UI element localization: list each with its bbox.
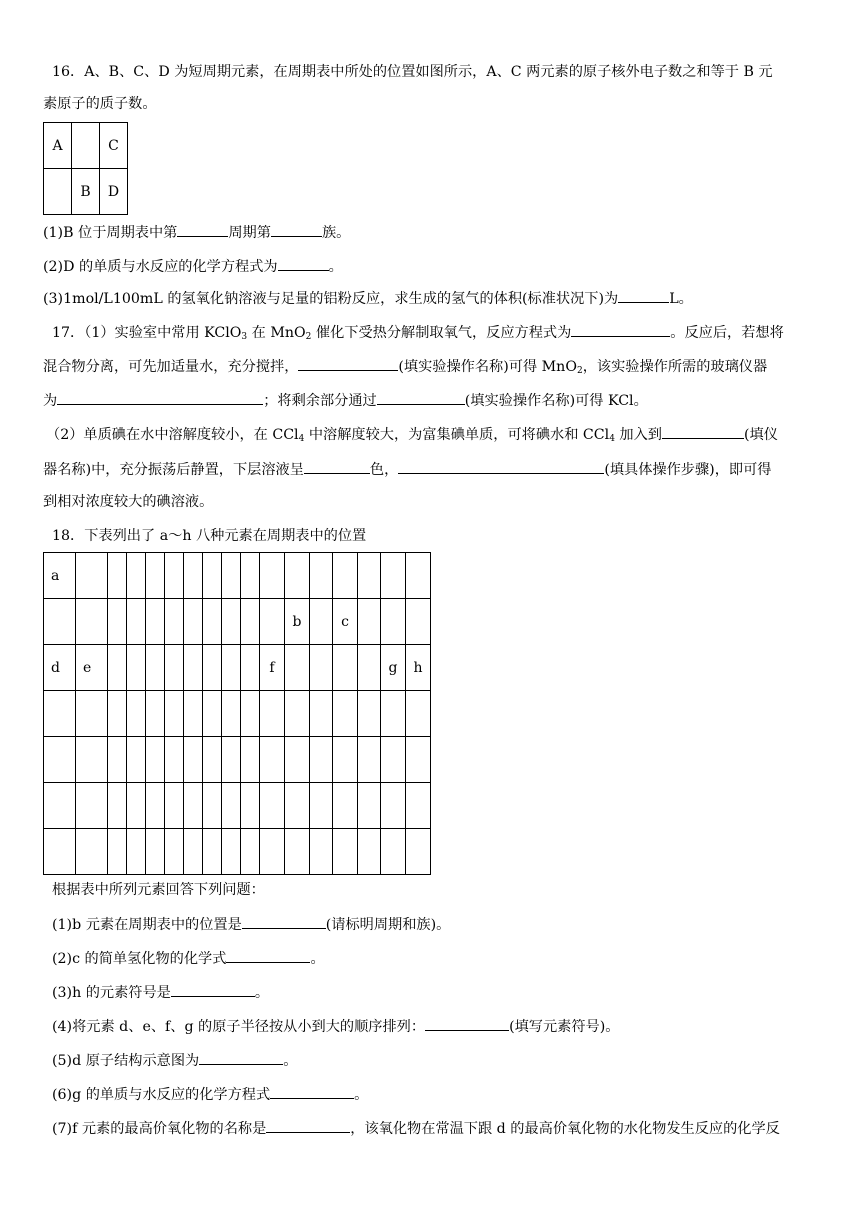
- q18-text: 。: [254, 985, 270, 1001]
- grid-cell: [146, 829, 165, 875]
- q17-text: 催化下受热分解制取氧气，反应方程式为: [311, 325, 572, 341]
- table-cell: [72, 123, 100, 169]
- q18-text: (请标明周期和族)。: [325, 917, 451, 933]
- subscript: 2: [305, 332, 312, 342]
- answer-blank[interactable]: [242, 914, 326, 929]
- q18-text: (7)f 元素的最高价氧化物的名称是: [52, 1121, 267, 1137]
- grid-cell: [358, 691, 381, 737]
- grid-cell: [146, 553, 165, 599]
- q16-part3-text-a: (3)1mol/L100mL 的氢氧化钠溶液与足量的铝粉反应，求生成的氢气的体积(标准状况下)为: [43, 291, 619, 307]
- q18-text: (5)d 原子结构示意图为: [52, 1053, 200, 1069]
- q17-text: 为: [43, 393, 58, 409]
- q17-line6: 到相对浓度较大的碘溶液。: [43, 494, 214, 510]
- grid-cell: [76, 599, 108, 645]
- grid-cell: [310, 737, 333, 783]
- grid-cell: [108, 737, 127, 783]
- q17-text: （2）单质碘在水中溶解度较小，在 CCl: [46, 427, 299, 443]
- grid-cell: [108, 599, 127, 645]
- table-row: [44, 169, 128, 215]
- grid-cell: h: [406, 645, 431, 691]
- answer-blank[interactable]: [571, 322, 670, 337]
- table-cell: C: [100, 123, 128, 169]
- q17-line5: [43, 459, 771, 480]
- grid-cell: [358, 553, 381, 599]
- answer-blank[interactable]: [266, 1118, 350, 1133]
- grid-cell: [44, 691, 76, 737]
- answer-blank[interactable]: [618, 288, 669, 303]
- grid-cell: [310, 553, 333, 599]
- answer-blank[interactable]: [304, 459, 370, 474]
- q17-text: 中溶解度较大，为富集碘单质，可将碘水和 CCl: [304, 427, 610, 443]
- grid-cell: [310, 829, 333, 875]
- grid-cell: [333, 691, 358, 737]
- grid-cell: [127, 645, 146, 691]
- grid-cell: [381, 599, 406, 645]
- answer-blank[interactable]: [270, 1084, 354, 1099]
- q16-part1-text-a: (1)B 位于周期表中第: [43, 225, 178, 241]
- grid-cell: [108, 645, 127, 691]
- q18-title: 18．下表列出了 a～h 八种元素在周期表中的位置: [52, 528, 367, 544]
- grid-cell: [285, 691, 310, 737]
- grid-cell: [381, 691, 406, 737]
- grid-cell: [241, 829, 260, 875]
- grid-cell: [241, 645, 260, 691]
- grid-cell: [358, 829, 381, 875]
- grid-cell: [76, 553, 108, 599]
- subscript: 4: [298, 434, 305, 444]
- q16-part1: [43, 222, 350, 243]
- grid-cell: [76, 737, 108, 783]
- grid-cell: [222, 737, 241, 783]
- grid-cell: [381, 553, 406, 599]
- grid-cell: [285, 645, 310, 691]
- q18-text: (2)c 的简单氢化物的化学式: [52, 951, 227, 967]
- grid-cell: [184, 691, 203, 737]
- subscript: 2: [576, 366, 583, 376]
- grid-cell: [310, 599, 333, 645]
- grid-cell: [406, 737, 431, 783]
- q17-text: 器名称)中，充分振荡后静置，下层溶液呈: [43, 462, 304, 478]
- q17-line3: [43, 390, 648, 411]
- grid-cell: [127, 783, 146, 829]
- grid-cell: [260, 691, 285, 737]
- grid-cell: g: [381, 645, 406, 691]
- grid-cell: [241, 553, 260, 599]
- grid-cell: [285, 783, 310, 829]
- grid-cell: [146, 783, 165, 829]
- grid-cell: [146, 645, 165, 691]
- q17-text: (填仪: [744, 427, 778, 443]
- grid-cell: [260, 829, 285, 875]
- grid-cell: e: [76, 645, 108, 691]
- grid-cell: [381, 829, 406, 875]
- grid-cell: [358, 599, 381, 645]
- grid-cell: [203, 737, 222, 783]
- answer-blank[interactable]: [271, 222, 322, 237]
- q16-part2: [43, 256, 343, 277]
- table-cell: [44, 169, 72, 215]
- grid-cell: [222, 691, 241, 737]
- table-row: [44, 691, 431, 737]
- q17-line2: [43, 356, 767, 377]
- grid-cell: [165, 783, 184, 829]
- q17-text: ，该实验操作所需的玻璃仪器: [582, 359, 768, 375]
- q16-stem-line1: 16．A、B、C、D 为短周期元素，在周期表中所处的位置如图所示，A、C 两元素的原子核外电子数之和等于 B 元: [52, 64, 773, 80]
- q18-text: 。: [354, 1087, 369, 1103]
- q18-periodic-grid: [43, 552, 431, 875]
- answer-blank[interactable]: [425, 1016, 509, 1031]
- table-row: [44, 123, 128, 169]
- grid-cell: [358, 737, 381, 783]
- q16-part1-text-c: 族。: [321, 225, 351, 241]
- grid-cell: [184, 783, 203, 829]
- q17-text: (填实验操作名称)可得 KCl。: [464, 393, 648, 409]
- grid-cell: [108, 783, 127, 829]
- grid-cell: [222, 829, 241, 875]
- grid-cell: [241, 691, 260, 737]
- q17-text: 色，: [369, 462, 399, 478]
- grid-cell: [285, 829, 310, 875]
- grid-cell: [165, 829, 184, 875]
- q17-text: 混合物分离，可先加适量水，充分搅拌，: [43, 359, 299, 375]
- grid-cell: [406, 829, 431, 875]
- grid-cell: [260, 783, 285, 829]
- grid-cell: [184, 829, 203, 875]
- q18-part2: [52, 948, 325, 969]
- grid-cell: [108, 829, 127, 875]
- grid-cell: [44, 737, 76, 783]
- grid-cell: [44, 829, 76, 875]
- grid-cell: [165, 737, 184, 783]
- subscript: 3: [241, 332, 248, 342]
- answer-blank[interactable]: [57, 390, 263, 405]
- grid-cell: [333, 645, 358, 691]
- q16-stem-line2: 素原子的质子数。: [43, 96, 157, 112]
- answer-blank[interactable]: [662, 424, 744, 439]
- q16-part2-text-b: 。: [328, 259, 343, 275]
- grid-cell: [241, 737, 260, 783]
- q17-text: (填具体操作步骤)，即可得: [604, 462, 772, 478]
- answer-blank[interactable]: [398, 459, 604, 474]
- grid-cell: d: [44, 645, 76, 691]
- answer-blank[interactable]: [278, 256, 329, 271]
- grid-cell: [108, 553, 127, 599]
- grid-cell: [76, 783, 108, 829]
- grid-cell: [127, 553, 146, 599]
- grid-cell: [241, 599, 260, 645]
- q18-part7: [52, 1118, 780, 1139]
- q17-text: ；将剩余部分通过: [263, 393, 377, 409]
- grid-cell: [146, 599, 165, 645]
- q18-text: 。: [283, 1053, 298, 1069]
- grid-cell: [358, 783, 381, 829]
- table-row: [44, 599, 431, 645]
- table-row: [44, 829, 431, 875]
- grid-cell: c: [333, 599, 358, 645]
- grid-cell: [127, 691, 146, 737]
- grid-cell: [260, 553, 285, 599]
- grid-cell: [184, 645, 203, 691]
- grid-cell: [222, 783, 241, 829]
- grid-cell: [184, 553, 203, 599]
- q16-part2-text-a: (2)D 的单质与水反应的化学方程式为: [43, 259, 278, 275]
- grid-cell: [203, 645, 222, 691]
- grid-cell: [333, 737, 358, 783]
- q18-text: (填写元素符号)。: [509, 1019, 620, 1035]
- answer-blank[interactable]: [199, 1050, 283, 1065]
- answer-blank[interactable]: [377, 390, 465, 405]
- q18-part4: [52, 1016, 619, 1037]
- q17-text: (填实验操作名称)可得 MnO: [398, 359, 577, 375]
- grid-cell: [203, 829, 222, 875]
- grid-cell: b: [285, 599, 310, 645]
- q17-line4: [46, 424, 778, 445]
- q18-part6: [52, 1084, 368, 1105]
- q18-intro: 根据表中所列元素回答下列问题：: [52, 882, 265, 898]
- q17-text: 加入到: [614, 427, 662, 443]
- grid-cell: [285, 553, 310, 599]
- grid-cell: [333, 783, 358, 829]
- grid-cell: [146, 691, 165, 737]
- answer-blank[interactable]: [171, 982, 255, 997]
- grid-cell: [310, 645, 333, 691]
- q18-text: (6)g 的单质与水反应的化学方程式: [52, 1087, 271, 1103]
- grid-cell: [44, 599, 76, 645]
- grid-cell: [260, 599, 285, 645]
- grid-cell: f: [260, 645, 285, 691]
- grid-cell: [203, 553, 222, 599]
- grid-cell: [285, 737, 310, 783]
- grid-cell: [146, 737, 165, 783]
- q16-element-table: [43, 122, 128, 215]
- table-row: [44, 645, 431, 691]
- q16-part1-text-b: 周期第: [228, 225, 271, 241]
- grid-cell: [44, 783, 76, 829]
- grid-cell: [406, 783, 431, 829]
- grid-cell: [333, 829, 358, 875]
- q18-text: (3)h 的元素符号是: [52, 985, 171, 1001]
- q17-text: 17．（1）实验室中常用 KClO: [52, 325, 242, 341]
- grid-cell: [203, 599, 222, 645]
- q18-part5: [52, 1050, 297, 1071]
- answer-blank[interactable]: [226, 948, 310, 963]
- grid-cell: [127, 829, 146, 875]
- grid-cell: [310, 691, 333, 737]
- grid-cell: [381, 737, 406, 783]
- q17-text: 。反应后，若想将: [670, 325, 784, 341]
- grid-cell: [165, 553, 184, 599]
- grid-cell: [222, 599, 241, 645]
- grid-cell: [406, 691, 431, 737]
- grid-cell: [406, 553, 431, 599]
- grid-cell: [203, 783, 222, 829]
- grid-cell: [381, 783, 406, 829]
- table-row: [44, 737, 431, 783]
- q17-text: 在 MnO: [247, 325, 306, 341]
- table-row: [44, 783, 431, 829]
- q18-text: (1)b 元素在周期表中的位置是: [52, 917, 242, 933]
- grid-cell: [76, 691, 108, 737]
- grid-cell: [108, 691, 127, 737]
- grid-cell: [406, 599, 431, 645]
- grid-cell: [165, 599, 184, 645]
- grid-cell: [184, 737, 203, 783]
- grid-cell: [127, 737, 146, 783]
- table-cell: B: [72, 169, 100, 215]
- grid-cell: [310, 783, 333, 829]
- q16-part3: [43, 288, 693, 309]
- grid-cell: [165, 691, 184, 737]
- table-cell: D: [100, 169, 128, 215]
- q16-part3-text-b: L。: [669, 291, 693, 307]
- q18-part3: [52, 982, 269, 1003]
- q18-text: (4)将元素 d、e、f、g 的原子半径按从小到大的顺序排列：: [52, 1019, 426, 1035]
- grid-cell: [222, 645, 241, 691]
- grid-cell: a: [44, 553, 76, 599]
- grid-cell: [184, 599, 203, 645]
- q18-text: ，该氧化物在常温下跟 d 的最高价氧化物的水化物发生反应的化学反: [350, 1121, 780, 1137]
- grid-cell: [165, 645, 184, 691]
- grid-cell: [127, 599, 146, 645]
- grid-cell: [76, 829, 108, 875]
- q18-text: 。: [310, 951, 325, 967]
- table-row: [44, 553, 431, 599]
- q18-part1: [52, 914, 450, 935]
- table-cell: A: [44, 123, 72, 169]
- grid-cell: [358, 645, 381, 691]
- answer-blank[interactable]: [298, 356, 398, 371]
- grid-cell: [333, 553, 358, 599]
- grid-cell: [222, 553, 241, 599]
- subscript: 4: [609, 434, 615, 444]
- answer-blank[interactable]: [177, 222, 228, 237]
- grid-cell: [203, 691, 222, 737]
- grid-cell: [241, 783, 260, 829]
- grid-cell: [260, 737, 285, 783]
- q17-line1: [52, 322, 784, 343]
